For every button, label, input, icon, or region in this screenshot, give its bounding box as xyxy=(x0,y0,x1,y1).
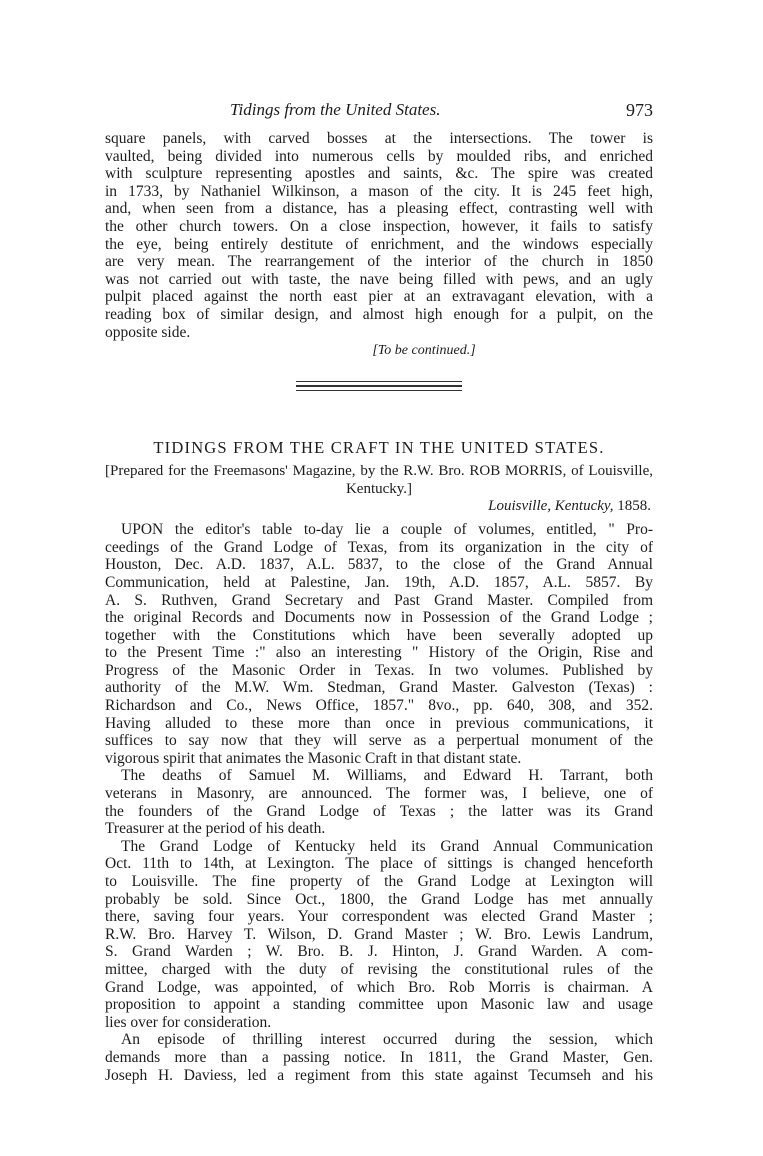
text-line: An episode of thrilling interest occurred during the session, which xyxy=(121,1031,653,1049)
text-line: in 1733, by Nathaniel Wilkinson, a mason of the city. It is 245 feet high, xyxy=(105,182,653,200)
text-line: The Grand Lodge of Kentucky held its Grand Annual Communication xyxy=(121,837,653,855)
text-line: S. Grand Warden ; W. Bro. B. J. Hinton, J. Grand Warden. A com- xyxy=(105,943,653,961)
text-line: vigorous spirit that animates the Masonic Craft in that distant state. xyxy=(105,749,522,767)
page-body xyxy=(105,130,653,1084)
text-line: authority of the M.W. Wm. Stedman, Grand Master. Galveston (Texas) : xyxy=(105,679,653,697)
text-line: with sculpture representing apostles and saints, &c. The spire was created xyxy=(105,165,653,183)
text-line: Oct. 11th to 14th, at Lexington. The place of sittings is changed henceforth xyxy=(105,855,653,873)
page-number: 973 xyxy=(626,100,653,120)
text-line: Joseph H. Daviess, led a regiment from this state against Tecumseh and his xyxy=(105,1066,653,1084)
text-line: Richardson and Co., News Office, 1857." 8vo., pp. 640, 308, and 352. xyxy=(105,697,653,715)
text-line: lies over for consideration. xyxy=(105,1013,272,1031)
text-line: and, when seen from a distance, has a pleasing effect, contrasting well with xyxy=(105,200,653,218)
text-line: the eye, being entirely destitute of enrichment, and the windows especially xyxy=(105,235,653,253)
text-line: the founders of the Grand Lodge of Texas ; the latter was its Grand xyxy=(105,802,653,820)
text-line: opposite side. xyxy=(105,323,191,341)
paragraph-4 xyxy=(105,1031,653,1084)
paragraph-3 xyxy=(105,838,653,1032)
text-line: Communication, held at Palestine, Jan. 19th, A.D. 1857, A.L. 5857. By xyxy=(105,573,653,591)
text-line: The deaths of Samuel M. Williams, and Edward H. Tarrant, both xyxy=(121,767,653,785)
paragraph-2 xyxy=(105,767,653,837)
text-line: was not carried out with taste, the nave being filled with pews, and an ugly xyxy=(105,270,653,288)
text-line: veterans in Masonry, are announced. The former was, I believe, one of xyxy=(105,785,653,803)
text-line: to the Present Time :" also an interesting " History of the Origin, Rise and xyxy=(105,644,653,662)
text-line: UPON the editor's table to-day lie a couple of volumes, entitled, " Pro- xyxy=(121,521,653,539)
text-line: Treasurer at the period of his death. xyxy=(105,820,326,838)
to-be-continued-note: [To be continued.] xyxy=(372,343,476,359)
text-line: Grand Lodge, was appointed, of which Bro. Rob Morris is chairman. A xyxy=(105,978,653,996)
text-line: demands more than a passing notice. In 1811, the Grand Master, Gen. xyxy=(105,1048,653,1066)
dateline xyxy=(105,498,653,515)
text-line: reading box of similar design, and almost high enough for a pulpit, on the xyxy=(105,305,653,323)
text-line: proposition to appoint a standing committee upon Masonic law and usage xyxy=(105,996,653,1014)
text-line: pulpit placed against the north east pier at an extravagant elevation, with a xyxy=(105,288,653,306)
text-line: vaulted, being divided into numerous cells by moulded ribs, and enriched xyxy=(105,147,653,165)
paragraph-1 xyxy=(105,521,653,767)
section-divider xyxy=(296,381,462,394)
dateline-year: 1858. xyxy=(617,498,651,515)
text-line: ceedings of the Grand Lodge of Texas, from its organization in the city of xyxy=(105,538,653,556)
article-heading: TIDINGS FROM THE CRAFT IN THE UNITED STATES. xyxy=(153,438,605,458)
text-line: there, saving four years. Your correspondent was elected Grand Master ; xyxy=(105,908,653,926)
text-line: Progress of the Masonic Order in Texas. In two volumes. Published by xyxy=(105,661,653,679)
text-line: together with the Constitutions which have been severally adopted up xyxy=(105,626,653,644)
byline-line-2: Kentucky.] xyxy=(345,481,413,498)
text-line: the other church towers. On a close inspection, however, it fails to satisfy xyxy=(105,217,653,235)
dateline-place: Louisville, Kentucky, xyxy=(488,498,614,515)
text-line: suffices to say now that they will serve as a perpertual monument of the xyxy=(105,732,653,750)
continued-article-text xyxy=(105,130,653,341)
byline-line-1: [Prepared for the Freemasons' Magazine, by the R.W. Bro. ROB MORRIS, of Louisville, xyxy=(105,463,653,480)
text-line: probably be sold. Since Oct., 1800, the Grand Lodge has met annually xyxy=(105,890,653,908)
text-line: Having alluded to these more than once in previous communications, it xyxy=(105,714,653,732)
running-head xyxy=(105,100,653,124)
text-line: Houston, Dec. A.D. 1837, A.L. 5837, to the close of the Grand Annual xyxy=(105,556,653,574)
text-line: are very mean. The rearrangement of the interior of the church in 1850 xyxy=(105,253,653,271)
running-head-title: Tidings from the United States. xyxy=(230,100,441,119)
text-line: mittee, charged with the duty of revising the constitutional rules of the xyxy=(105,960,653,978)
text-line: square panels, with carved bosses at the intersections. The tower is xyxy=(105,130,653,147)
divider-rule xyxy=(296,390,462,394)
text-line: R.W. Bro. Harvey T. Wilson, D. Grand Master ; W. Bro. Lewis Landrum, xyxy=(105,925,653,943)
text-line: the original Records and Documents now in Possession of the Grand Lodge ; xyxy=(105,609,653,627)
text-line: A. S. Ruthven, Grand Secretary and Past Grand Master. Compiled from xyxy=(105,591,653,609)
text-line: to Louisville. The fine property of the Grand Lodge at Lexington will xyxy=(105,873,653,890)
